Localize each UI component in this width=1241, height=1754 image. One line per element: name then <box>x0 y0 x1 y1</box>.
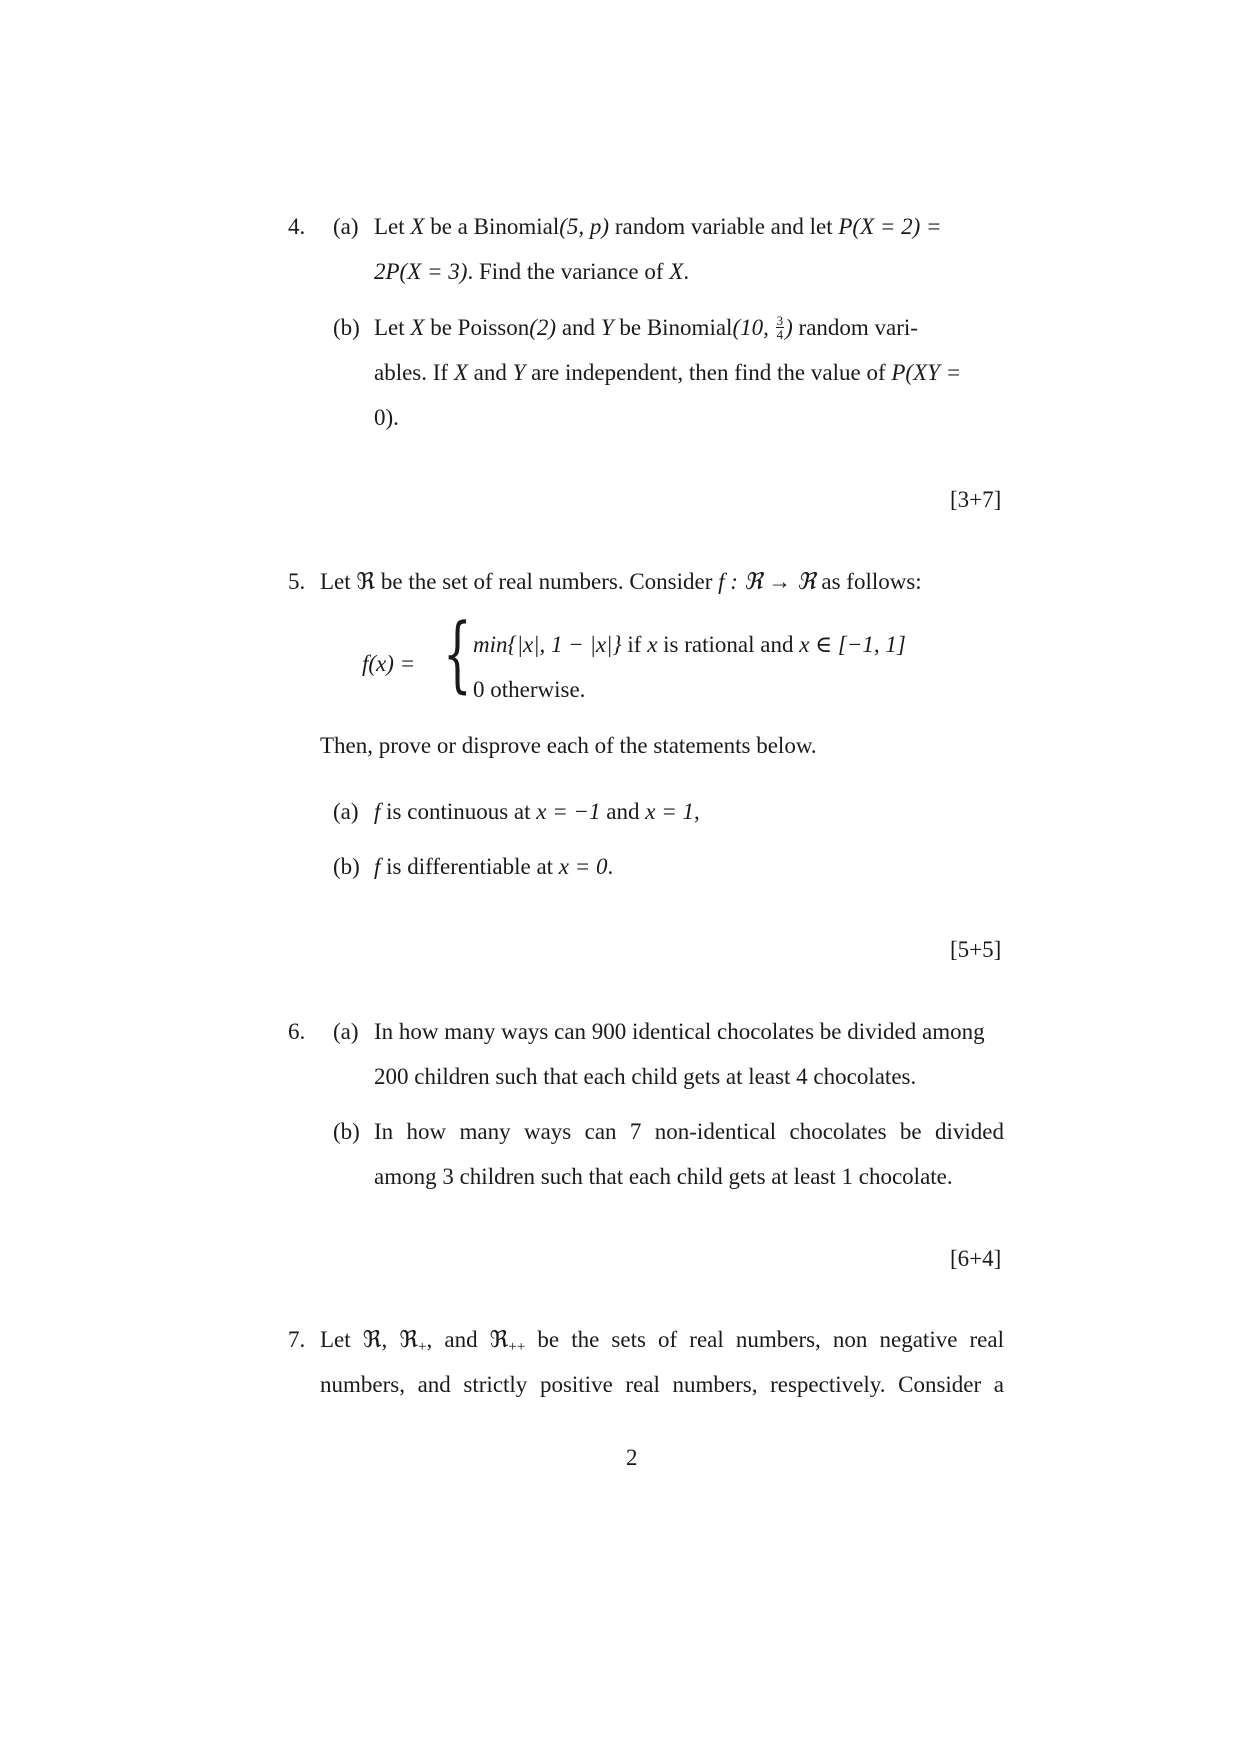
fraction-three-quarters: $\frac{3}{4}$ <box>776 313 784 343</box>
q4a-line1: Let X be a Binomial(5, p) random variable and let P(X = 2) = <box>374 214 942 239</box>
q5a-label: (a) <box>333 799 359 824</box>
q4a-line2: 2P(X = 3). Find the variance of X. <box>374 259 690 284</box>
q7-line2: numbers, and strictly positive real numbers, respectively. Consider a <box>320 1372 1004 1397</box>
q6a-line1: In how many ways can 900 identical chocolates be divided among <box>374 1019 985 1044</box>
q5-number: 5. <box>288 569 306 594</box>
q5-then: Then, prove or disprove each of the statements below. <box>320 733 817 758</box>
q7-number: 7. <box>288 1327 306 1352</box>
q6a-label: (a) <box>333 1019 359 1044</box>
q4b-line3: 0). <box>374 405 399 430</box>
left-brace: { <box>443 607 472 702</box>
q6b-line2: among 3 children such that each child gets at least 1 chocolate. <box>374 1164 953 1189</box>
q6b-line1: In how many ways can 7 non-identical chocolates be divided <box>374 1119 1004 1144</box>
page-number: 2 <box>626 1445 638 1470</box>
case-1: min{|x|, 1 − |x|} if x is rational and x ∈ [−1, 1] <box>473 632 906 657</box>
q4a-label: (a) <box>333 214 359 239</box>
case-2: 0 otherwise. <box>473 677 586 702</box>
q6-marks: [6+4] <box>950 1246 1002 1271</box>
q6b-label: (b) <box>333 1119 360 1144</box>
q5a-text: f is continuous at x = −1 and x = 1, <box>374 799 700 824</box>
q4-marks: [3+7] <box>950 487 1002 512</box>
q4-number: 4. <box>288 214 306 239</box>
q4b-label: (b) <box>333 315 360 340</box>
q4b-line1: Let X be Poisson(2) and Y be Binomial(10, $\frac{3}{4}$ ) random vari- <box>374 313 918 343</box>
q5-intro: Let ℜ be the set of real numbers. Consider f : ℜ → ℜ as follows: <box>320 569 922 594</box>
fx-label: f(x) = <box>362 651 416 676</box>
q5-marks: [5+5] <box>950 937 1002 962</box>
q7-line1: Let ℜ, ℜ$_+$, and ℜ$_{++}$ be the sets of real numbers, non negative real <box>320 1327 1004 1355</box>
q5b-label: (b) <box>333 854 360 879</box>
q6-number: 6. <box>288 1019 306 1044</box>
q6a-line2: 200 children such that each child gets at least 4 chocolates. <box>374 1064 917 1089</box>
q5b-text: f is differentiable at x = 0. <box>374 854 614 879</box>
q4b-line2: ables. If X and Y are independent, then find the value of P(XY = <box>374 360 962 385</box>
